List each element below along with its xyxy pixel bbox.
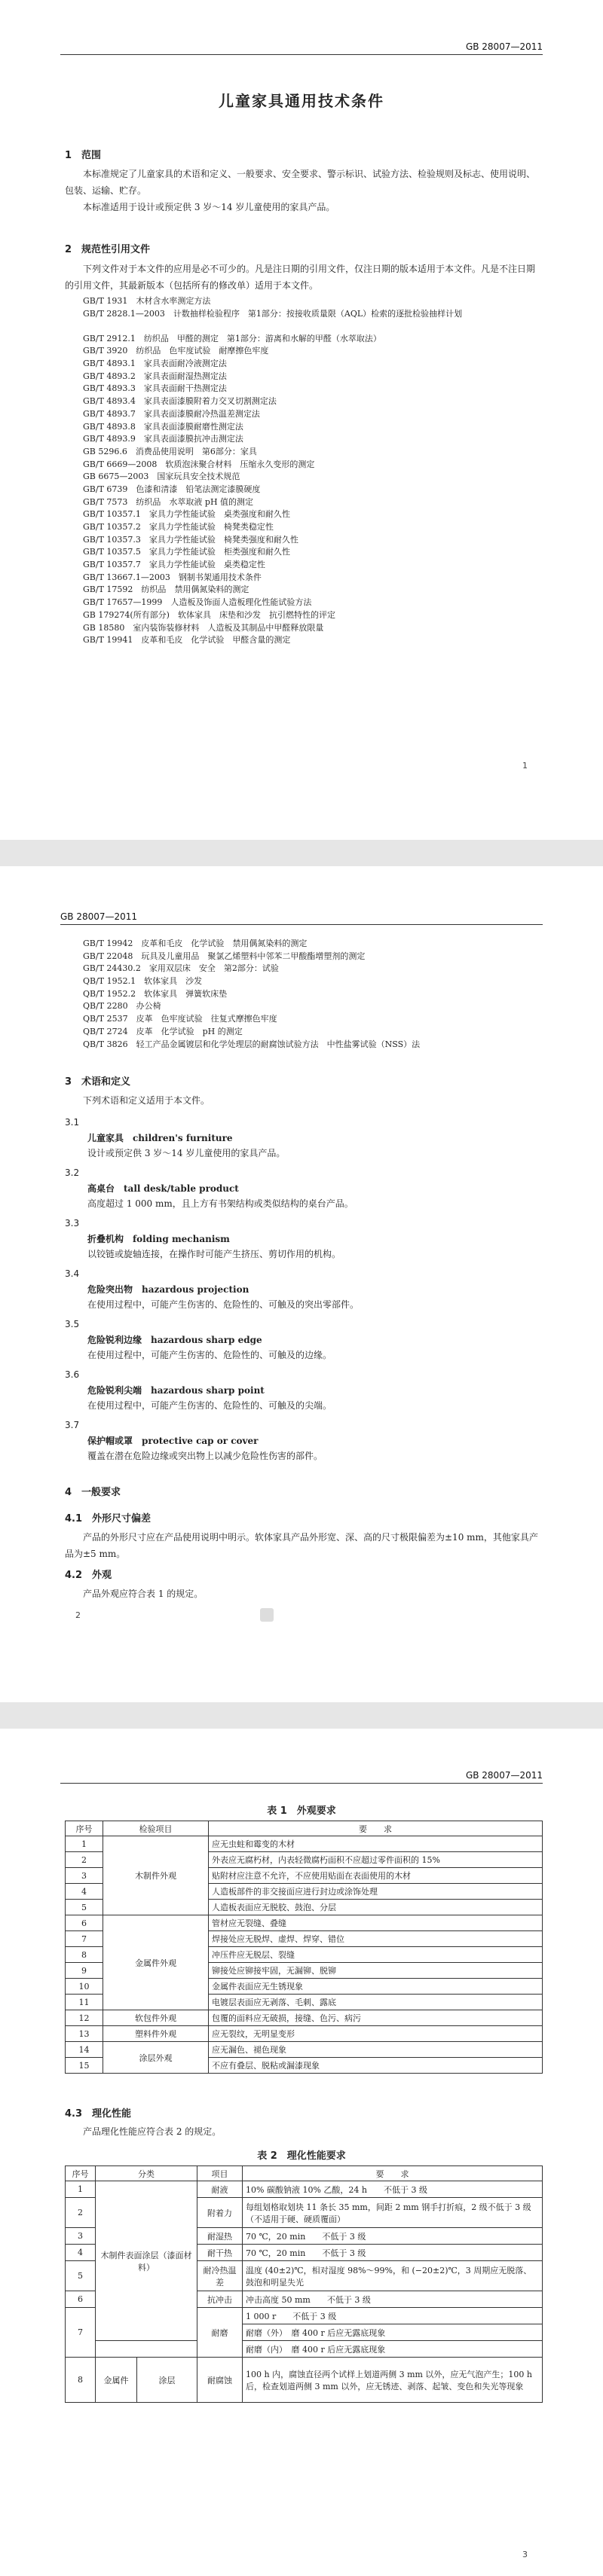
row-number: 15 <box>66 2058 103 2074</box>
definition-term: 保护帽或罩 protective cap or cover <box>87 1436 259 1446</box>
standard-number: GB 28007—2011 <box>465 1770 543 1781</box>
row-number: 6 <box>66 1915 103 1931</box>
item-cell: 耐湿热 <box>197 2228 243 2245</box>
scope-paragraph-2: 本标准适用于设计或预定供 3 岁～14 岁儿童使用的家具产品。 <box>83 202 335 212</box>
document-page-2 <box>0 866 603 1702</box>
requirement-cell: 贴附材应注意不允许，不应使用贴面在表面使用的木材 <box>209 1868 543 1884</box>
requirement-cell: 70 ℃，20 min 不低于 3 级 <box>243 2245 543 2261</box>
reference-item: GB/T 19941 皮革和毛皮 化学试验 甲醛含量的测定 <box>83 635 291 646</box>
reference-item: GB/T 17657—1999 人造板及饰面人造板理化性能试验方法 <box>83 597 312 608</box>
table-2-caption: 表 2 理化性能要求 <box>257 2150 346 2162</box>
section-heading-references: 2 规范性引用文件 <box>65 244 151 255</box>
row-number: 10 <box>66 1979 103 1995</box>
definition-number: 3.6 <box>65 1369 80 1380</box>
scope-paragraph-1: 本标准规定了儿童家具的术语和定义、一般要求、安全要求、警示标识、试验方法、检验规则及标志、使用说明、包装、运输、贮存。 <box>65 169 536 196</box>
reference-item: GB 18580 室内装饰装修材料 人造板及其制品中甲醛释放限量 <box>83 622 324 633</box>
row-number: 3 <box>66 2228 96 2245</box>
definition-text: 在使用过程中，可能产生伤害的、危险性的、可触及的尖端。 <box>87 1400 332 1411</box>
reference-item: GB/T 22048 玩具及儿童用品 聚氯乙烯塑料中邻苯二甲酸酯增塑剂的测定 <box>83 951 366 961</box>
requirement-cell: 管材应无裂缝、叠缝 <box>209 1915 543 1931</box>
reference-item: GB/T 4893.8 家具表面漆膜耐磨性测定法 <box>83 421 243 432</box>
document-page-1 <box>0 0 603 840</box>
requirement-cell: 应无漏色、褪色现象 <box>209 2042 543 2058</box>
reference-item: GB/T 2828.1—2003 计数抽样检验程序 第1部分：按接收质量限（AQL）检索的逐批检验抽样计划 <box>83 308 463 319</box>
dimensions-text: 产品的外形尺寸应在产品使用说明中明示。软体家具产品外形宽、深、高的尺寸极限偏差为±10 mm，其他家具产品为±5 mm。 <box>65 1532 538 1559</box>
sub-requirement: 磨 400 r 后应无露底现象 <box>291 2327 386 2338</box>
definition-number: 3.7 <box>65 1420 80 1430</box>
definition-term: 折叠机构 folding mechanism <box>87 1234 230 1244</box>
requirement-cell: 温度 (40±2)℃，相对湿度 98%～99%，和 (−20±2)℃，3 周期应无脱落、鼓泡和明显失光 <box>243 2261 543 2291</box>
subsection-heading-physical: 4.3 理化性能 <box>65 2108 132 2120</box>
reference-item: GB 5296.6 消费品使用说明 第6部分：家具 <box>83 446 257 456</box>
definition-number: 3.4 <box>65 1268 80 1279</box>
definition-number: 3.2 <box>65 1167 80 1178</box>
reference-item: QB/T 1952.1 软体家具 沙发 <box>83 976 203 987</box>
table-1-caption: 表 1 外观要求 <box>267 1805 336 1817</box>
row-number: 3 <box>66 1868 103 1884</box>
row-number: 12 <box>66 2010 103 2026</box>
row-number: 1 <box>66 1836 103 1852</box>
reference-item: GB/T 17592 纺织品 禁用偶氮染料的测定 <box>83 584 249 595</box>
reference-item: GB 179274(所有部分) 软体家具 床垫和沙发 抗引燃特性的评定 <box>83 609 335 620</box>
item-cell: 耐磨 <box>197 2308 243 2358</box>
requirement-cell: 70 ℃，20 min 不低于 3 级 <box>243 2228 543 2245</box>
reference-item: GB/T 4893.4 家具表面漆膜附着力交叉切割测定法 <box>83 396 277 407</box>
reference-item: GB/T 24430.2 家用双层床 安全 第2部分：试验 <box>83 963 279 974</box>
requirement-cell: 金属件表面应无生锈现象 <box>209 1979 543 1995</box>
item-cell: 耐液 <box>197 2181 243 2198</box>
subsection-heading-appearance: 4.2 外观 <box>65 1570 112 1581</box>
sub-label: 耐磨（外） <box>246 2327 283 2338</box>
group-label: 金属件外观 <box>103 1915 209 2010</box>
physical-requirements-table <box>65 2165 543 2403</box>
group-label: 塑料件外观 <box>103 2026 209 2042</box>
scan-mark <box>260 1608 274 1622</box>
reference-item: QB/T 3826 轻工产品金属镀层和化学处理层的耐腐蚀试验方法 中性盐雾试验（NSS）法 <box>83 1039 421 1049</box>
requirement-cell: 冲击高度 50 mm 不低于 3 级 <box>243 2291 543 2308</box>
requirement-cell: 铆接处应铆接牢固，无漏铆、脱铆 <box>209 1963 543 1979</box>
requirement-cell: 不应有叠层、脱粘或漏漆现象 <box>209 2058 543 2074</box>
row-number: 5 <box>66 1900 103 1915</box>
requirement-cell: 每组划格取划块 11 条长 35 mm，间距 2 mm 钢手打折痕，2 级不低于 3 级（不适用于硬、硬质覆面） <box>243 2198 543 2228</box>
header-rule <box>60 1783 543 1784</box>
reference-item: GB/T 3920 纺织品 色牢度试验 耐摩擦色牢度 <box>83 346 269 356</box>
reference-item: GB/T 6739 色漆和清漆 铅笔法测定漆膜硬度 <box>83 484 261 494</box>
requirement-cell: 100 h 内，腐蚀直径两个试样上划道两侧 3 mm 以外，应无气泡产生；100 h 后，检查划道两侧 3 mm 以外，应无锈迹、剥落、起皱、变色和失光等现象 <box>243 2358 543 2403</box>
table-header: 项目 <box>197 2166 243 2181</box>
requirement-cell: 应无裂纹，无明显变形 <box>209 2026 543 2042</box>
definition-text: 在使用过程中，可能产生伤害的、危险性的、可触及的边缘。 <box>87 1350 332 1360</box>
reference-item: GB 6675—2003 国家玩具安全技术规范 <box>83 472 240 482</box>
definition-text: 设计或预定供 3 岁～14 岁儿童使用的家具产品。 <box>87 1148 286 1158</box>
row-number: 14 <box>66 2042 103 2058</box>
row-number: 4 <box>66 1884 103 1900</box>
reference-list-continued <box>83 938 543 1051</box>
requirement-cell: 电镀层表面应无剥落、毛刺、露底 <box>209 1995 543 2010</box>
requirement-cell: 冲压件应无脱层、裂缝 <box>209 1947 543 1963</box>
row-number: 7 <box>66 1931 103 1947</box>
reference-item: GB/T 10357.2 家具力学性能试验 椅凳类稳定性 <box>83 522 274 532</box>
row-number: 11 <box>66 1995 103 2010</box>
reference-item: GB/T 19942 皮革和毛皮 化学试验 禁用偶氮染料的测定 <box>83 939 308 948</box>
page-number: 2 <box>75 1610 81 1620</box>
table-header: 要 求 <box>209 1821 543 1836</box>
reference-item: QB/T 1952.2 软体家具 弹簧软床垫 <box>83 988 228 999</box>
table-header: 分类 <box>96 2166 197 2181</box>
blank-cell <box>96 2341 197 2358</box>
definition-term: 高桌台 tall desk/table product <box>87 1183 239 1194</box>
row-number: 8 <box>66 1947 103 1963</box>
row-number: 7 <box>66 2308 96 2358</box>
reference-item: GB/T 4893.7 家具表面漆膜耐冷热温差测定法 <box>83 408 260 419</box>
requirement-cell: 包覆的面料应无破损，接缝、色污、病污 <box>209 2010 543 2026</box>
requirement-cell: 焊接处应无脱焊、虚焊、焊穿、错位 <box>209 1931 543 1947</box>
appearance-requirements-table <box>65 1821 543 2074</box>
reference-item: GB/T 4893.3 家具表面耐干热测定法 <box>83 383 227 394</box>
physical-text: 产品理化性能应符合表 2 的规定。 <box>83 2126 222 2137</box>
reference-item: GB/T 10357.5 家具力学性能试验 柜类强度和耐久性 <box>83 547 290 557</box>
row-number: 2 <box>66 1852 103 1868</box>
standard-number: GB 28007—2011 <box>60 911 138 922</box>
row-number: 4 <box>66 2245 96 2261</box>
group-label: 软包件外观 <box>103 2010 209 2026</box>
reference-item: GB/T 6669—2008 软质泡沫聚合材料 压缩永久变形的测定 <box>83 459 315 469</box>
reference-item: QB/T 2280 办公椅 <box>83 1001 161 1012</box>
row-number: 5 <box>66 2261 96 2291</box>
document-title: 儿童家具通用技术条件 <box>219 92 384 110</box>
definition-text: 以铰链或旋轴连接，在操作时可能产生挤压、剪切作用的机构。 <box>87 1249 341 1259</box>
definition-term: 危险锐利边缘 hazardous sharp edge <box>87 1335 262 1345</box>
item-cell: 耐腐蚀 <box>197 2358 243 2403</box>
reference-item: GB/T 13667.1—2003 钢制书架通用技术条件 <box>83 572 262 582</box>
table-header: 检验项目 <box>103 1821 209 1836</box>
references-intro: 下列文件对于本文件的应用是必不可少的。凡是注日期的引用文件，仅注日期的版本适用于本文件。凡是不注日期的引用文件，其最新版本（包括所有的修改单）适用于本文件。 <box>65 264 536 291</box>
group-label: 木制件外观 <box>103 1836 209 1915</box>
page-number: 3 <box>522 2550 528 2559</box>
reference-item: GB/T 1931 木材含水率测定方法 <box>83 296 211 306</box>
requirement-cell: 人造板部件的非交接面应进行封边或涂饰处理 <box>209 1884 543 1900</box>
definition-number: 3.3 <box>65 1218 80 1228</box>
terms-intro: 下列术语和定义适用于本文件。 <box>83 1095 210 1106</box>
item-cell: 耐干热 <box>197 2245 243 2261</box>
header-rule <box>60 924 543 925</box>
section-heading-general: 4 一般要求 <box>65 1487 121 1498</box>
document-page-3 <box>0 1729 603 2576</box>
page-number: 1 <box>522 761 528 771</box>
item-cell: 抗冲击 <box>197 2291 243 2308</box>
standard-number: GB 28007—2011 <box>465 41 543 52</box>
item-cell: 附着力 <box>197 2198 243 2228</box>
header-rule <box>60 54 543 55</box>
definition-number: 3.1 <box>65 1117 80 1128</box>
row-number: 1 <box>66 2181 96 2198</box>
sub-label: 耐磨（内） <box>246 2344 283 2355</box>
requirement-cell <box>243 2324 543 2341</box>
definition-text: 覆盖在潜在危险边缘或突出物上以减少危险性伤害的部件。 <box>87 1451 323 1461</box>
table-header: 序号 <box>66 2166 96 2181</box>
appearance-text: 产品外观应符合表 1 的规定。 <box>83 1589 204 1599</box>
definition-term: 危险突出物 hazardous projection <box>87 1284 249 1295</box>
section-heading-scope: 1 范围 <box>65 150 102 161</box>
reference-item: GB/T 4893.1 家具表面耐冷液测定法 <box>83 359 227 369</box>
group-label: 金属件 <box>96 2358 137 2403</box>
sub-group-label: 涂层 <box>137 2358 197 2403</box>
group-label: 涂层外观 <box>103 2042 209 2074</box>
reference-item: QB/T 2537 皮革 色牢度试验 往复式摩擦色牢度 <box>83 1014 277 1024</box>
sub-requirement: 磨 400 r 后应无露底现象 <box>291 2344 386 2355</box>
reference-list <box>83 295 543 647</box>
section-heading-terms: 3 术语和定义 <box>65 1076 131 1088</box>
reference-item: GB/T 7573 纺织品 水萃取液 pH 值的测定 <box>83 496 254 507</box>
reference-item: GB/T 4893.2 家具表面耐湿热测定法 <box>83 371 227 381</box>
requirement-cell: 人造板表面应无脱胶、鼓泡、分层 <box>209 1900 543 1915</box>
table-header: 序号 <box>66 1821 103 1836</box>
requirement-cell: 应无虫蛀和霉变的木材 <box>209 1836 543 1852</box>
row-number: 13 <box>66 2026 103 2042</box>
requirement-cell: 1 000 r 不低于 3 级 <box>243 2308 543 2324</box>
reference-item: GB/T 2912.1 纺织品 甲醛的测定 第1部分：游离和水解的甲醛（水萃取法） <box>83 333 381 343</box>
definition-term: 儿童家具 children's furniture <box>87 1133 233 1143</box>
row-number: 8 <box>66 2358 96 2403</box>
reference-item: GB/T 4893.9 家具表面漆膜抗冲击测定法 <box>83 434 243 444</box>
requirement-cell: 10% 碳酸钠液 10% 乙酸，24 h 不低于 3 级 <box>243 2181 543 2198</box>
definition-text: 高度超过 1 000 mm，且上方有书架结构或类似结构的桌台产品。 <box>87 1198 354 1209</box>
requirement-cell: 外表应无腐朽材，内表轻微腐朽面积不应超过零件面积的 15% <box>209 1852 543 1868</box>
subsection-heading-dimensions: 4.1 外形尺寸偏差 <box>65 1513 152 1525</box>
reference-item: GB/T 10357.3 家具力学性能试验 椅凳类强度和耐久性 <box>83 534 298 545</box>
group-label: 木制件表面涂层（漆面材料） <box>96 2181 197 2341</box>
reference-item: GB/T 10357.1 家具力学性能试验 桌类强度和耐久性 <box>83 509 290 520</box>
row-number: 9 <box>66 1963 103 1979</box>
reference-item: GB/T 10357.7 家具力学性能试验 桌类稳定性 <box>83 560 265 570</box>
definition-term: 危险锐利尖端 hazardous sharp point <box>87 1385 265 1396</box>
row-number: 2 <box>66 2198 96 2228</box>
table-header: 要 求 <box>243 2166 543 2181</box>
item-cell: 耐冷热温差 <box>197 2261 243 2291</box>
reference-item: QB/T 2724 皮革 化学试验 pH 的测定 <box>83 1026 243 1036</box>
row-number: 6 <box>66 2291 96 2308</box>
definition-number: 3.5 <box>65 1319 80 1329</box>
requirement-cell <box>243 2341 543 2358</box>
definition-text: 在使用过程中，可能产生伤害的、危险性的、可触及的突出零部件。 <box>87 1299 360 1310</box>
